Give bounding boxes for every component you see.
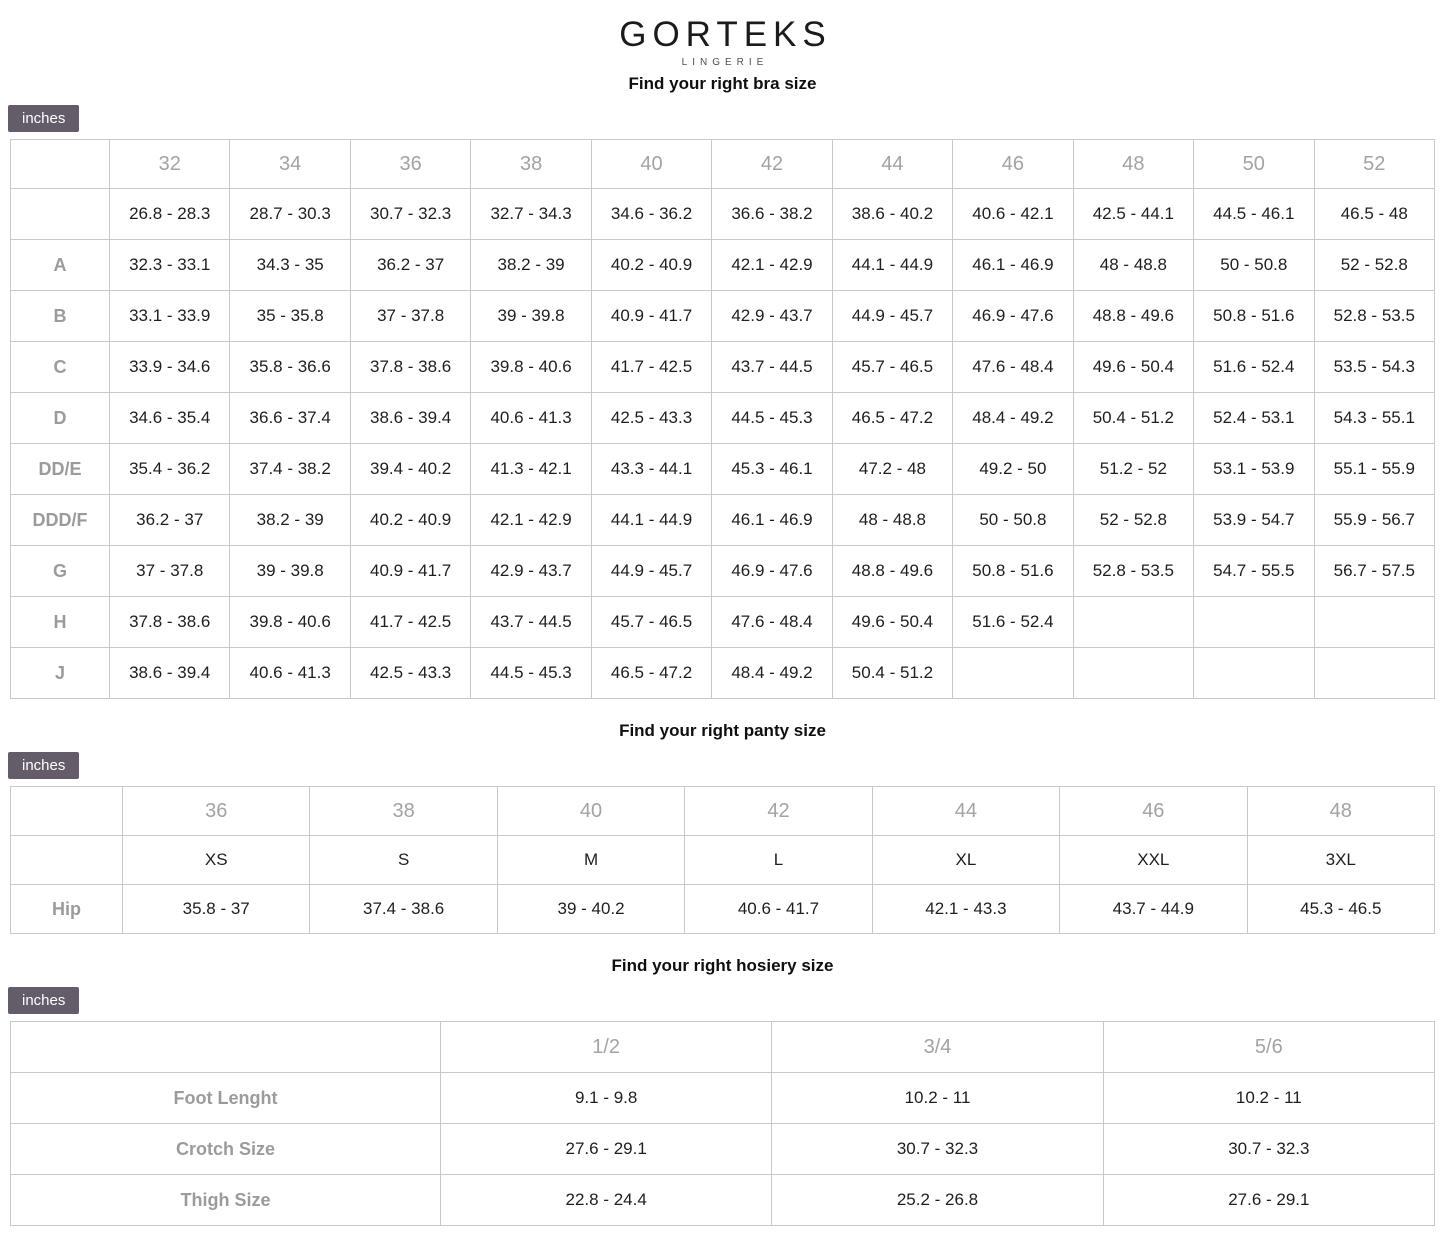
- column-header: 46: [953, 140, 1073, 189]
- size-cell: 38.2 - 39: [230, 495, 350, 546]
- size-cell: 45.7 - 46.5: [832, 342, 952, 393]
- column-header: 36: [123, 787, 310, 836]
- size-cell: 40.9 - 41.7: [350, 546, 470, 597]
- size-table: [10, 139, 1435, 699]
- brand-header: [0, 0, 1445, 68]
- header-row: [11, 787, 1435, 836]
- size-cell: 52.4 - 53.1: [1194, 393, 1314, 444]
- size-cell: 40.2 - 40.9: [591, 240, 711, 291]
- size-cell: 42.1 - 42.9: [712, 240, 832, 291]
- size-cell: 42.1 - 42.9: [471, 495, 591, 546]
- column-header: [11, 140, 110, 189]
- size-cell: L: [685, 836, 872, 885]
- size-cell: 43.7 - 44.5: [471, 597, 591, 648]
- size-cell: 51.6 - 52.4: [953, 597, 1073, 648]
- row-label: [11, 836, 123, 885]
- size-cell: 46.5 - 48: [1314, 189, 1434, 240]
- size-cell: 44.1 - 44.9: [591, 495, 711, 546]
- size-cell: 38.6 - 39.4: [350, 393, 470, 444]
- size-cell: 37.8 - 38.6: [110, 597, 230, 648]
- row-label: [11, 189, 110, 240]
- bra-size-section: [0, 74, 1445, 699]
- size-cell: 39 - 40.2: [497, 885, 684, 934]
- size-cell: 46.5 - 47.2: [832, 393, 952, 444]
- column-header: 32: [110, 140, 230, 189]
- size-cell: S: [310, 836, 497, 885]
- bra-inches-unit-button[interactable]: inches: [8, 105, 79, 132]
- table-row: [11, 342, 1435, 393]
- column-header: [11, 787, 123, 836]
- hosiery-section-title: Find your right hosiery size: [611, 956, 834, 975]
- size-cell: 53.5 - 54.3: [1314, 342, 1434, 393]
- row-label: H: [11, 597, 110, 648]
- size-cell: 43.7 - 44.9: [1060, 885, 1247, 934]
- size-cell: 37 - 37.8: [350, 291, 470, 342]
- size-cell: 42.9 - 43.7: [712, 291, 832, 342]
- size-cell: 35 - 35.8: [230, 291, 350, 342]
- row-label: Foot Lenght: [11, 1073, 441, 1124]
- size-cell: 40.6 - 41.7: [685, 885, 872, 934]
- size-cell: 3XL: [1247, 836, 1434, 885]
- size-cell: 43.7 - 44.5: [712, 342, 832, 393]
- size-cell: 40.9 - 41.7: [591, 291, 711, 342]
- size-cell: 41.7 - 42.5: [350, 597, 470, 648]
- size-cell: 28.7 - 30.3: [230, 189, 350, 240]
- size-cell: 38.6 - 40.2: [832, 189, 952, 240]
- size-cell: 39 - 39.8: [230, 546, 350, 597]
- row-label: DD/E: [11, 444, 110, 495]
- size-cell: 36.6 - 37.4: [230, 393, 350, 444]
- size-cell: 33.9 - 34.6: [110, 342, 230, 393]
- size-cell: 49.6 - 50.4: [1073, 342, 1193, 393]
- table-row: [11, 885, 1435, 934]
- size-cell: 27.6 - 29.1: [1103, 1175, 1434, 1226]
- size-cell: 46.9 - 47.6: [712, 546, 832, 597]
- size-cell: 53.1 - 53.9: [1194, 444, 1314, 495]
- size-cell: XXL: [1060, 836, 1247, 885]
- column-header: 48: [1247, 787, 1434, 836]
- size-cell: 49.2 - 50: [953, 444, 1073, 495]
- size-cell: 36.2 - 37: [350, 240, 470, 291]
- size-cell: 43.3 - 44.1: [591, 444, 711, 495]
- size-cell: 30.7 - 32.3: [1103, 1124, 1434, 1175]
- size-cell: 38.2 - 39: [471, 240, 591, 291]
- column-header: 40: [591, 140, 711, 189]
- size-cell: 30.7 - 32.3: [350, 189, 470, 240]
- size-cell: 51.6 - 52.4: [1194, 342, 1314, 393]
- hosiery-size-table: [0, 1021, 1445, 1226]
- hosiery-size-section: [0, 956, 1445, 1226]
- size-cell: 52 - 52.8: [1073, 495, 1193, 546]
- row-label: Hip: [11, 885, 123, 934]
- column-header: 42: [712, 140, 832, 189]
- size-cell: 40.6 - 41.3: [230, 648, 350, 699]
- row-label: Thigh Size: [11, 1175, 441, 1226]
- size-cell: 37.4 - 38.6: [310, 885, 497, 934]
- size-cell: 40.6 - 41.3: [471, 393, 591, 444]
- panty-inches-unit-button[interactable]: inches: [8, 752, 79, 779]
- size-cell: 53.9 - 54.7: [1194, 495, 1314, 546]
- table-row: [11, 597, 1435, 648]
- row-label: D: [11, 393, 110, 444]
- table-row: [11, 189, 1435, 240]
- size-cell: 46.1 - 46.9: [712, 495, 832, 546]
- size-cell: 48 - 48.8: [1073, 240, 1193, 291]
- panty-size-table: [0, 786, 1445, 934]
- header-row: [11, 1022, 1435, 1073]
- size-cell: 38.6 - 39.4: [110, 648, 230, 699]
- size-cell: XS: [123, 836, 310, 885]
- size-cell: 30.7 - 32.3: [772, 1124, 1103, 1175]
- size-cell: [1073, 648, 1193, 699]
- table-row: [11, 495, 1435, 546]
- table-row: [11, 444, 1435, 495]
- size-cell: [1194, 648, 1314, 699]
- size-cell: 9.1 - 9.8: [441, 1073, 772, 1124]
- size-cell: 48 - 48.8: [832, 495, 952, 546]
- row-label: C: [11, 342, 110, 393]
- column-header: 3/4: [772, 1022, 1103, 1073]
- size-cell: 52 - 52.8: [1314, 240, 1434, 291]
- header-row: [11, 140, 1435, 189]
- size-cell: 50.4 - 51.2: [1073, 393, 1193, 444]
- size-cell: 10.2 - 11: [1103, 1073, 1434, 1124]
- size-cell: [1073, 597, 1193, 648]
- size-cell: 50 - 50.8: [1194, 240, 1314, 291]
- hosiery-inches-unit-button[interactable]: inches: [8, 987, 79, 1014]
- size-cell: 27.6 - 29.1: [441, 1124, 772, 1175]
- size-cell: 50.8 - 51.6: [1194, 291, 1314, 342]
- size-cell: 45.7 - 46.5: [591, 597, 711, 648]
- size-cell: 34.6 - 36.2: [591, 189, 711, 240]
- panty-size-section: [0, 721, 1445, 934]
- size-cell: 47.6 - 48.4: [953, 342, 1073, 393]
- row-label: A: [11, 240, 110, 291]
- size-cell: 42.5 - 43.3: [591, 393, 711, 444]
- column-header: 50: [1194, 140, 1314, 189]
- size-cell: 35.8 - 36.6: [230, 342, 350, 393]
- size-cell: 50 - 50.8: [953, 495, 1073, 546]
- size-cell: 42.5 - 44.1: [1073, 189, 1193, 240]
- size-cell: 37.4 - 38.2: [230, 444, 350, 495]
- size-cell: 10.2 - 11: [772, 1073, 1103, 1124]
- table-row: [11, 648, 1435, 699]
- row-label: DDD/F: [11, 495, 110, 546]
- brand-logo: GORTEKS: [619, 15, 832, 54]
- size-cell: 44.9 - 45.7: [832, 291, 952, 342]
- size-cell: 42.5 - 43.3: [350, 648, 470, 699]
- column-header: 34: [230, 140, 350, 189]
- size-cell: 39.8 - 40.6: [471, 342, 591, 393]
- size-cell: 47.2 - 48: [832, 444, 952, 495]
- size-cell: 22.8 - 24.4: [441, 1175, 772, 1226]
- size-cell: [1194, 597, 1314, 648]
- size-cell: 54.3 - 55.1: [1314, 393, 1434, 444]
- size-cell: 47.6 - 48.4: [712, 597, 832, 648]
- size-cell: 37.8 - 38.6: [350, 342, 470, 393]
- size-cell: 41.3 - 42.1: [471, 444, 591, 495]
- size-cell: 44.5 - 45.3: [712, 393, 832, 444]
- size-cell: [1314, 648, 1434, 699]
- size-cell: 49.6 - 50.4: [832, 597, 952, 648]
- size-cell: XL: [872, 836, 1059, 885]
- table-row: [11, 836, 1435, 885]
- size-cell: 56.7 - 57.5: [1314, 546, 1434, 597]
- row-label: J: [11, 648, 110, 699]
- table-row: [11, 1175, 1435, 1226]
- table-row: [11, 240, 1435, 291]
- column-header: 38: [471, 140, 591, 189]
- size-cell: 32.3 - 33.1: [110, 240, 230, 291]
- size-cell: 44.9 - 45.7: [591, 546, 711, 597]
- size-cell: 40.6 - 42.1: [953, 189, 1073, 240]
- column-header: 44: [872, 787, 1059, 836]
- column-header: 46: [1060, 787, 1247, 836]
- size-cell: 41.7 - 42.5: [591, 342, 711, 393]
- size-cell: 25.2 - 26.8: [772, 1175, 1103, 1226]
- row-label: Crotch Size: [11, 1124, 441, 1175]
- size-cell: 46.5 - 47.2: [591, 648, 711, 699]
- size-cell: 48.8 - 49.6: [1073, 291, 1193, 342]
- table-row: [11, 546, 1435, 597]
- size-cell: 42.9 - 43.7: [471, 546, 591, 597]
- table-row: [11, 1073, 1435, 1124]
- size-cell: 35.4 - 36.2: [110, 444, 230, 495]
- size-cell: 55.9 - 56.7: [1314, 495, 1434, 546]
- size-table: [10, 1021, 1435, 1226]
- size-cell: 45.3 - 46.5: [1247, 885, 1434, 934]
- column-header: 44: [832, 140, 952, 189]
- size-cell: 48.4 - 49.2: [712, 648, 832, 699]
- size-cell: 46.1 - 46.9: [953, 240, 1073, 291]
- size-cell: 44.5 - 46.1: [1194, 189, 1314, 240]
- column-header: 52: [1314, 140, 1434, 189]
- column-header: 42: [685, 787, 872, 836]
- size-cell: 36.2 - 37: [110, 495, 230, 546]
- size-cell: 50.8 - 51.6: [953, 546, 1073, 597]
- size-cell: 44.5 - 45.3: [471, 648, 591, 699]
- size-cell: 48.8 - 49.6: [832, 546, 952, 597]
- size-cell: 42.1 - 43.3: [872, 885, 1059, 934]
- brand-tagline: LINGERIE: [681, 57, 769, 68]
- size-cell: 34.3 - 35: [230, 240, 350, 291]
- size-cell: 39.8 - 40.6: [230, 597, 350, 648]
- bra-section-title: Find your right bra size: [628, 74, 817, 93]
- bra-size-table: [0, 139, 1445, 699]
- size-cell: 50.4 - 51.2: [832, 648, 952, 699]
- size-cell: 51.2 - 52: [1073, 444, 1193, 495]
- column-header: 40: [497, 787, 684, 836]
- size-cell: 55.1 - 55.9: [1314, 444, 1434, 495]
- size-cell: 36.6 - 38.2: [712, 189, 832, 240]
- column-header: 1/2: [441, 1022, 772, 1073]
- size-cell: 39.4 - 40.2: [350, 444, 470, 495]
- column-header: [11, 1022, 441, 1073]
- row-label: B: [11, 291, 110, 342]
- column-header: 36: [350, 140, 470, 189]
- size-cell: 54.7 - 55.5: [1194, 546, 1314, 597]
- size-cell: 39 - 39.8: [471, 291, 591, 342]
- column-header: 5/6: [1103, 1022, 1434, 1073]
- size-cell: 52.8 - 53.5: [1314, 291, 1434, 342]
- size-cell: M: [497, 836, 684, 885]
- size-cell: 35.8 - 37: [123, 885, 310, 934]
- size-cell: 45.3 - 46.1: [712, 444, 832, 495]
- size-cell: 40.2 - 40.9: [350, 495, 470, 546]
- column-header: 38: [310, 787, 497, 836]
- size-cell: 37 - 37.8: [110, 546, 230, 597]
- size-cell: 33.1 - 33.9: [110, 291, 230, 342]
- size-cell: [1314, 597, 1434, 648]
- size-cell: 44.1 - 44.9: [832, 240, 952, 291]
- size-cell: 48.4 - 49.2: [953, 393, 1073, 444]
- table-row: [11, 291, 1435, 342]
- table-row: [11, 393, 1435, 444]
- row-label: G: [11, 546, 110, 597]
- size-cell: [953, 648, 1073, 699]
- size-cell: 52.8 - 53.5: [1073, 546, 1193, 597]
- size-table: [10, 786, 1435, 934]
- column-header: 48: [1073, 140, 1193, 189]
- table-row: [11, 1124, 1435, 1175]
- panty-section-title: Find your right panty size: [619, 721, 826, 740]
- size-cell: 34.6 - 35.4: [110, 393, 230, 444]
- size-cell: 46.9 - 47.6: [953, 291, 1073, 342]
- size-cell: 26.8 - 28.3: [110, 189, 230, 240]
- size-cell: 32.7 - 34.3: [471, 189, 591, 240]
